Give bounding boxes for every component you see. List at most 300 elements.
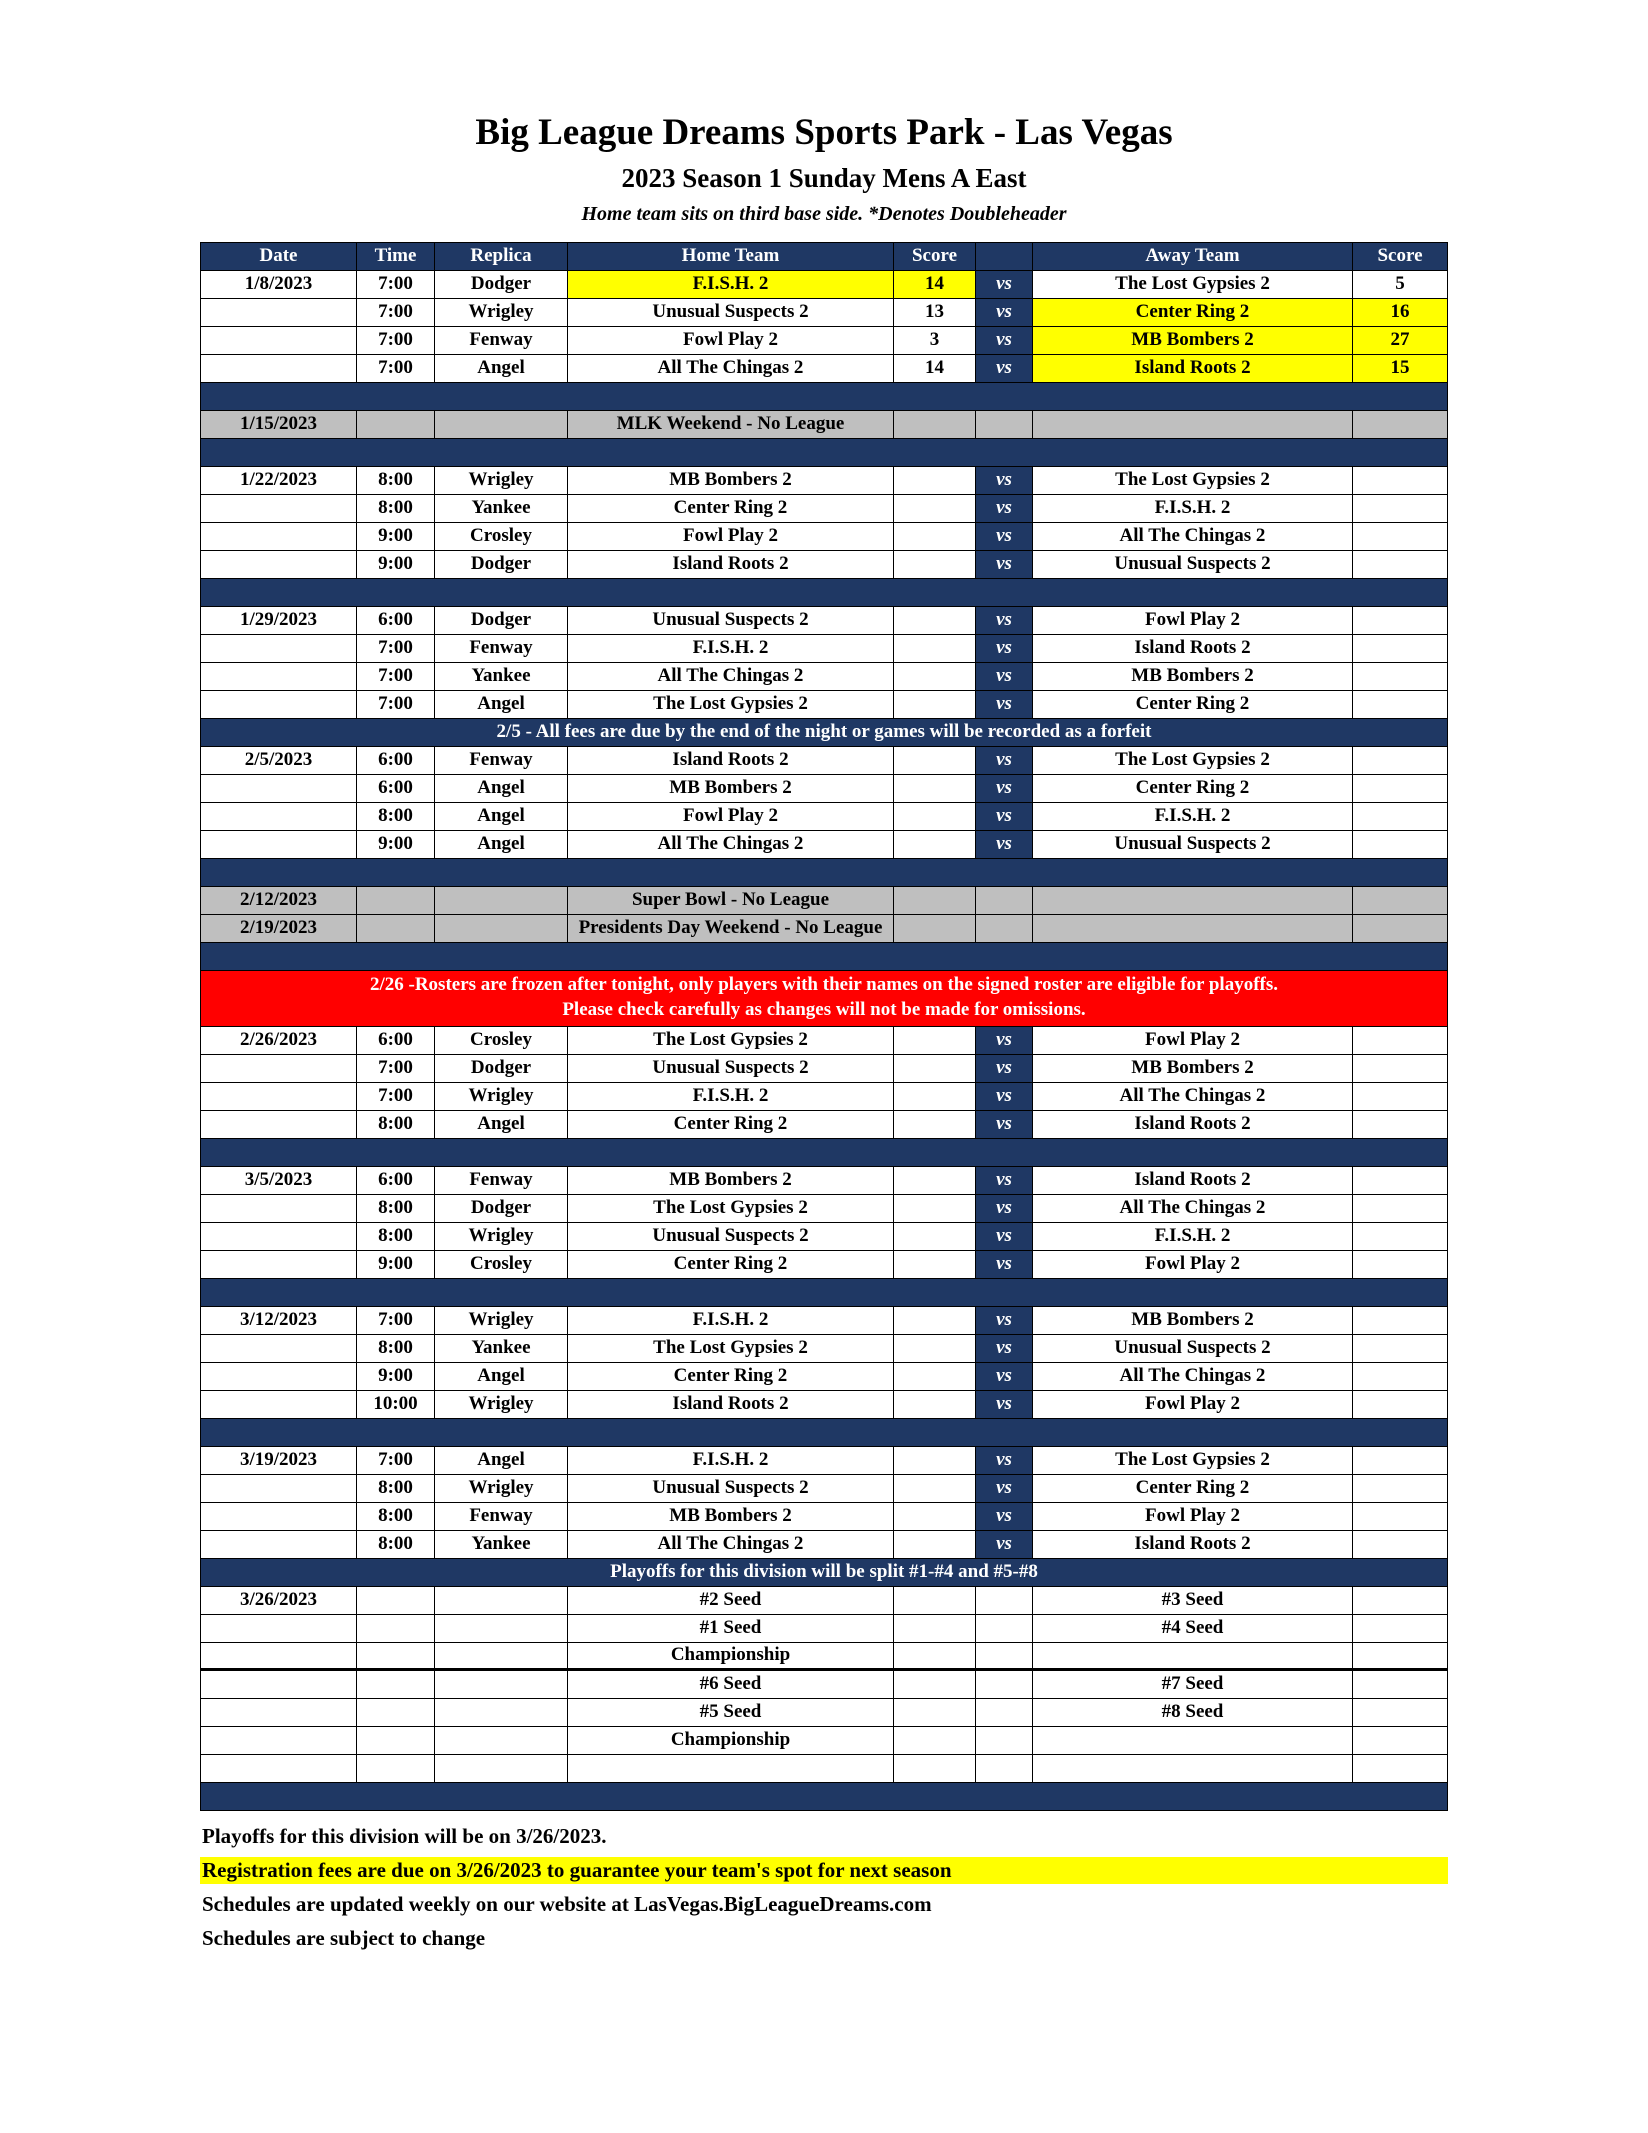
separator-row bbox=[201, 439, 1448, 467]
vs-cell bbox=[976, 1615, 1033, 1643]
away-score-cell bbox=[1353, 1363, 1448, 1391]
time-cell: 6:00 bbox=[357, 747, 435, 775]
date-cell bbox=[201, 803, 357, 831]
replica-cell: Crosley bbox=[435, 523, 568, 551]
away-score-cell bbox=[1353, 1027, 1448, 1055]
replica-cell: Dodger bbox=[435, 551, 568, 579]
vs-cell: vs bbox=[976, 607, 1033, 635]
away-score-cell bbox=[1353, 1699, 1448, 1727]
home-score-cell bbox=[894, 551, 976, 579]
vs-cell: vs bbox=[976, 1111, 1033, 1139]
away-team-cell bbox=[1033, 1727, 1353, 1755]
time-cell: 8:00 bbox=[357, 1111, 435, 1139]
replica-cell: Dodger bbox=[435, 271, 568, 299]
game-row bbox=[201, 1027, 1448, 1055]
home-score-cell bbox=[894, 747, 976, 775]
replica-cell: Yankee bbox=[435, 495, 568, 523]
time-cell: 8:00 bbox=[357, 495, 435, 523]
replica-cell: Yankee bbox=[435, 1335, 568, 1363]
time-cell bbox=[357, 1587, 435, 1615]
replica-cell bbox=[435, 1727, 568, 1755]
replica-cell: Wrigley bbox=[435, 1223, 568, 1251]
vs-cell bbox=[976, 1671, 1033, 1699]
date-cell bbox=[201, 1755, 357, 1783]
game-row bbox=[201, 1167, 1448, 1195]
away-score-cell bbox=[1353, 915, 1448, 943]
away-team-cell: F.I.S.H. 2 bbox=[1033, 1223, 1353, 1251]
home-team-cell: #5 Seed bbox=[568, 1699, 894, 1727]
away-score-cell bbox=[1353, 1223, 1448, 1251]
replica-cell: Angel bbox=[435, 355, 568, 383]
away-team-cell: The Lost Gypsies 2 bbox=[1033, 1447, 1353, 1475]
home-score-cell bbox=[894, 1531, 976, 1559]
vs-cell: vs bbox=[976, 271, 1033, 299]
time-cell: 8:00 bbox=[357, 1195, 435, 1223]
away-score-cell bbox=[1353, 1335, 1448, 1363]
separator-row bbox=[201, 1419, 1448, 1447]
game-row bbox=[201, 271, 1448, 299]
game-row bbox=[201, 523, 1448, 551]
home-score-cell bbox=[894, 1251, 976, 1279]
away-team-cell: Fowl Play 2 bbox=[1033, 1251, 1353, 1279]
time-cell: 7:00 bbox=[357, 299, 435, 327]
date-cell bbox=[201, 691, 357, 719]
home-team-cell: The Lost Gypsies 2 bbox=[568, 1027, 894, 1055]
replica-cell bbox=[435, 1699, 568, 1727]
vs-cell: vs bbox=[976, 775, 1033, 803]
event-row bbox=[201, 887, 1448, 915]
home-team-cell: Island Roots 2 bbox=[568, 551, 894, 579]
time-cell: 10:00 bbox=[357, 1391, 435, 1419]
away-score-cell bbox=[1353, 1391, 1448, 1419]
vs-cell: vs bbox=[976, 523, 1033, 551]
date-cell: 2/19/2023 bbox=[201, 915, 357, 943]
away-team-cell bbox=[1033, 887, 1353, 915]
home-score-cell bbox=[894, 1391, 976, 1419]
replica-cell: Yankee bbox=[435, 1531, 568, 1559]
schedule-rows bbox=[201, 271, 1448, 1811]
game-row bbox=[201, 691, 1448, 719]
alert-line: Please check carefully as changes will not be made for omissions. bbox=[562, 999, 1086, 1021]
separator-row bbox=[201, 943, 1448, 971]
footer-registration-notice: Registration fees are due on 3/26/2023 to guarantee your team's spot for next season bbox=[200, 1857, 1448, 1884]
event-row bbox=[201, 411, 1448, 439]
away-team-cell: Fowl Play 2 bbox=[1033, 1027, 1353, 1055]
playoff-row bbox=[201, 1671, 1448, 1699]
home-team-cell: #2 Seed bbox=[568, 1587, 894, 1615]
separator-bar bbox=[201, 1783, 1448, 1811]
game-row bbox=[201, 1363, 1448, 1391]
away-score-cell bbox=[1353, 1251, 1448, 1279]
separator-bar bbox=[201, 943, 1448, 971]
vs-cell: vs bbox=[976, 1531, 1033, 1559]
home-score-cell bbox=[894, 1475, 976, 1503]
separator-row bbox=[201, 1279, 1448, 1307]
game-row bbox=[201, 355, 1448, 383]
vs-cell: vs bbox=[976, 1223, 1033, 1251]
away-team-cell: Center Ring 2 bbox=[1033, 299, 1353, 327]
away-score-cell bbox=[1353, 635, 1448, 663]
date-cell bbox=[201, 523, 357, 551]
vs-cell: vs bbox=[976, 1027, 1033, 1055]
header-home-team: Home Team bbox=[568, 243, 894, 271]
home-team-cell: F.I.S.H. 2 bbox=[568, 1307, 894, 1335]
away-team-cell: All The Chingas 2 bbox=[1033, 1195, 1353, 1223]
replica-cell: Angel bbox=[435, 1447, 568, 1475]
away-score-cell bbox=[1353, 551, 1448, 579]
home-team-cell: Championship bbox=[568, 1727, 894, 1755]
time-cell: 8:00 bbox=[357, 1531, 435, 1559]
date-cell bbox=[201, 1643, 357, 1671]
away-team-cell bbox=[1033, 411, 1353, 439]
away-team-cell: MB Bombers 2 bbox=[1033, 663, 1353, 691]
game-row bbox=[201, 831, 1448, 859]
time-cell bbox=[357, 915, 435, 943]
home-score-cell bbox=[894, 1335, 976, 1363]
away-team-cell: The Lost Gypsies 2 bbox=[1033, 271, 1353, 299]
away-score-cell bbox=[1353, 1755, 1448, 1783]
home-score-cell bbox=[894, 607, 976, 635]
home-score-cell bbox=[894, 1167, 976, 1195]
away-team-cell: #8 Seed bbox=[1033, 1699, 1353, 1727]
date-cell bbox=[201, 1391, 357, 1419]
home-team-cell: Center Ring 2 bbox=[568, 1111, 894, 1139]
replica-cell: Wrigley bbox=[435, 1307, 568, 1335]
time-cell bbox=[357, 1727, 435, 1755]
time-cell: 9:00 bbox=[357, 551, 435, 579]
away-team-cell: Island Roots 2 bbox=[1033, 635, 1353, 663]
vs-cell: vs bbox=[976, 467, 1033, 495]
away-team-cell: Unusual Suspects 2 bbox=[1033, 831, 1353, 859]
schedule-table bbox=[200, 242, 1448, 1811]
separator-row bbox=[201, 383, 1448, 411]
home-team-cell: MB Bombers 2 bbox=[568, 775, 894, 803]
time-cell bbox=[357, 1671, 435, 1699]
home-team-cell: Fowl Play 2 bbox=[568, 523, 894, 551]
date-cell bbox=[201, 1251, 357, 1279]
away-score-cell bbox=[1353, 523, 1448, 551]
replica-cell: Fenway bbox=[435, 1167, 568, 1195]
time-cell: 7:00 bbox=[357, 271, 435, 299]
home-score-cell bbox=[894, 887, 976, 915]
home-team-cell: Unusual Suspects 2 bbox=[568, 607, 894, 635]
separator-bar bbox=[201, 859, 1448, 887]
away-score-cell bbox=[1353, 1503, 1448, 1531]
vs-cell: vs bbox=[976, 691, 1033, 719]
replica-cell: Fenway bbox=[435, 635, 568, 663]
home-score-cell: 14 bbox=[894, 355, 976, 383]
time-cell bbox=[357, 887, 435, 915]
alert-line: 2/26 -Rosters are frozen after tonight, only players with their names on the signed roster are eligible for playoffs. bbox=[369, 974, 1279, 996]
away-team-cell: The Lost Gypsies 2 bbox=[1033, 467, 1353, 495]
away-team-cell: Island Roots 2 bbox=[1033, 1167, 1353, 1195]
game-row bbox=[201, 1223, 1448, 1251]
home-score-cell bbox=[894, 1307, 976, 1335]
time-cell: 8:00 bbox=[357, 467, 435, 495]
home-team-cell: Center Ring 2 bbox=[568, 495, 894, 523]
home-team-cell: Island Roots 2 bbox=[568, 747, 894, 775]
away-score-cell: 27 bbox=[1353, 327, 1448, 355]
away-score-cell: 16 bbox=[1353, 299, 1448, 327]
date-cell bbox=[201, 831, 357, 859]
vs-cell: vs bbox=[976, 1391, 1033, 1419]
away-score-cell bbox=[1353, 1111, 1448, 1139]
away-score-cell bbox=[1353, 1307, 1448, 1335]
home-score-cell bbox=[894, 1447, 976, 1475]
replica-cell: Wrigley bbox=[435, 1475, 568, 1503]
away-team-cell: F.I.S.H. 2 bbox=[1033, 803, 1353, 831]
away-team-cell: Island Roots 2 bbox=[1033, 1531, 1353, 1559]
date-cell: 1/8/2023 bbox=[201, 271, 357, 299]
home-score-cell bbox=[894, 1027, 976, 1055]
date-cell bbox=[201, 1055, 357, 1083]
replica-cell bbox=[435, 411, 568, 439]
vs-cell: vs bbox=[976, 831, 1033, 859]
time-cell: 6:00 bbox=[357, 1167, 435, 1195]
date-cell bbox=[201, 775, 357, 803]
time-cell: 7:00 bbox=[357, 1447, 435, 1475]
away-score-cell bbox=[1353, 1083, 1448, 1111]
away-team-cell: Center Ring 2 bbox=[1033, 775, 1353, 803]
time-cell bbox=[357, 1643, 435, 1671]
home-score-cell bbox=[894, 803, 976, 831]
separator-row bbox=[201, 1783, 1448, 1811]
game-row bbox=[201, 1335, 1448, 1363]
page-title: Big League Dreams Sports Park - Las Vegas bbox=[475, 112, 1173, 153]
time-cell: 7:00 bbox=[357, 355, 435, 383]
header-away-score: Score bbox=[1353, 243, 1448, 271]
date-cell bbox=[201, 551, 357, 579]
date-cell bbox=[201, 1363, 357, 1391]
game-row bbox=[201, 1083, 1448, 1111]
header-home-score: Score bbox=[894, 243, 976, 271]
game-row bbox=[201, 467, 1448, 495]
vs-cell: vs bbox=[976, 1335, 1033, 1363]
date-cell: 3/12/2023 bbox=[201, 1307, 357, 1335]
away-score-cell bbox=[1353, 691, 1448, 719]
home-team-cell: All The Chingas 2 bbox=[568, 831, 894, 859]
date-cell bbox=[201, 1195, 357, 1223]
vs-cell: vs bbox=[976, 1363, 1033, 1391]
separator-bar bbox=[201, 1279, 1448, 1307]
replica-cell: Yankee bbox=[435, 663, 568, 691]
vs-cell bbox=[976, 1755, 1033, 1783]
game-row bbox=[201, 1055, 1448, 1083]
separator-bar bbox=[201, 579, 1448, 607]
playoff-row bbox=[201, 1643, 1448, 1671]
home-team-cell: The Lost Gypsies 2 bbox=[568, 1195, 894, 1223]
replica-cell: Crosley bbox=[435, 1251, 568, 1279]
date-cell: 3/26/2023 bbox=[201, 1587, 357, 1615]
home-score-cell bbox=[894, 635, 976, 663]
game-row bbox=[201, 1475, 1448, 1503]
away-team-cell: F.I.S.H. 2 bbox=[1033, 495, 1353, 523]
date-cell bbox=[201, 495, 357, 523]
replica-cell bbox=[435, 1615, 568, 1643]
home-team-cell: F.I.S.H. 2 bbox=[568, 271, 894, 299]
away-score-cell: 5 bbox=[1353, 271, 1448, 299]
game-row bbox=[201, 1195, 1448, 1223]
vs-cell: vs bbox=[976, 1251, 1033, 1279]
time-cell: 7:00 bbox=[357, 691, 435, 719]
replica-cell: Angel bbox=[435, 1111, 568, 1139]
header-time: Time bbox=[357, 243, 435, 271]
away-team-cell: MB Bombers 2 bbox=[1033, 1307, 1353, 1335]
away-score-cell bbox=[1353, 887, 1448, 915]
date-cell: 3/19/2023 bbox=[201, 1447, 357, 1475]
date-cell bbox=[201, 1615, 357, 1643]
home-team-cell: #6 Seed bbox=[568, 1671, 894, 1699]
home-team-cell: Presidents Day Weekend - No League bbox=[568, 915, 894, 943]
away-team-cell: Fowl Play 2 bbox=[1033, 1503, 1353, 1531]
home-team-cell: Center Ring 2 bbox=[568, 1363, 894, 1391]
replica-cell bbox=[435, 1755, 568, 1783]
date-cell bbox=[201, 1475, 357, 1503]
game-row bbox=[201, 607, 1448, 635]
away-score-cell bbox=[1353, 663, 1448, 691]
vs-cell: vs bbox=[976, 635, 1033, 663]
away-team-cell: MB Bombers 2 bbox=[1033, 1055, 1353, 1083]
replica-cell: Dodger bbox=[435, 1055, 568, 1083]
home-team-cell: Fowl Play 2 bbox=[568, 327, 894, 355]
away-team-cell: #4 Seed bbox=[1033, 1615, 1353, 1643]
home-team-cell: F.I.S.H. 2 bbox=[568, 635, 894, 663]
playoff-row bbox=[201, 1755, 1448, 1783]
time-cell: 7:00 bbox=[357, 663, 435, 691]
away-score-cell bbox=[1353, 1727, 1448, 1755]
replica-cell bbox=[435, 1643, 568, 1671]
vs-cell: vs bbox=[976, 1055, 1033, 1083]
time-cell: 9:00 bbox=[357, 1363, 435, 1391]
away-team-cell: Unusual Suspects 2 bbox=[1033, 1335, 1353, 1363]
away-score-cell bbox=[1353, 1475, 1448, 1503]
away-score-cell bbox=[1353, 747, 1448, 775]
home-team-cell: Unusual Suspects 2 bbox=[568, 1475, 894, 1503]
home-team-cell: Super Bowl - No League bbox=[568, 887, 894, 915]
home-score-cell bbox=[894, 915, 976, 943]
home-team-cell: Island Roots 2 bbox=[568, 1391, 894, 1419]
time-cell: 9:00 bbox=[357, 523, 435, 551]
home-score-cell: 14 bbox=[894, 271, 976, 299]
away-team-cell: Center Ring 2 bbox=[1033, 1475, 1353, 1503]
home-team-cell: Fowl Play 2 bbox=[568, 803, 894, 831]
home-team-cell: MB Bombers 2 bbox=[568, 1503, 894, 1531]
table-header-row bbox=[201, 243, 1448, 271]
footer bbox=[200, 1823, 1448, 1953]
home-score-cell bbox=[894, 495, 976, 523]
home-score-cell bbox=[894, 1111, 976, 1139]
date-cell: 2/26/2023 bbox=[201, 1027, 357, 1055]
footer-website-notice: Schedules are updated weekly on our website at LasVegas.BigLeagueDreams.com bbox=[202, 1892, 932, 1917]
home-team-cell: F.I.S.H. 2 bbox=[568, 1447, 894, 1475]
game-row bbox=[201, 663, 1448, 691]
away-score-cell bbox=[1353, 411, 1448, 439]
home-team-cell: Unusual Suspects 2 bbox=[568, 1055, 894, 1083]
replica-cell: Dodger bbox=[435, 607, 568, 635]
replica-cell: Dodger bbox=[435, 1195, 568, 1223]
playoff-row bbox=[201, 1727, 1448, 1755]
vs-cell bbox=[976, 887, 1033, 915]
vs-cell: vs bbox=[976, 663, 1033, 691]
replica-cell bbox=[435, 915, 568, 943]
note-text: 2/5 - All fees are due by the end of the night or games will be recorded as a forfeit bbox=[201, 719, 1448, 747]
date-cell bbox=[201, 1223, 357, 1251]
date-cell bbox=[201, 663, 357, 691]
away-team-cell: Island Roots 2 bbox=[1033, 355, 1353, 383]
season-subtitle: 2023 Season 1 Sunday Mens A East bbox=[621, 162, 1027, 193]
away-score-cell bbox=[1353, 1055, 1448, 1083]
home-team-cell: F.I.S.H. 2 bbox=[568, 1083, 894, 1111]
date-cell bbox=[201, 1503, 357, 1531]
time-cell: 7:00 bbox=[357, 327, 435, 355]
time-cell: 6:00 bbox=[357, 1027, 435, 1055]
replica-cell: Angel bbox=[435, 831, 568, 859]
home-score-cell: 3 bbox=[894, 327, 976, 355]
event-row bbox=[201, 915, 1448, 943]
game-row bbox=[201, 1531, 1448, 1559]
vs-cell: vs bbox=[976, 1083, 1033, 1111]
home-team-note: Home team sits on third base side. *Denotes Doubleheader bbox=[581, 202, 1067, 225]
date-cell: 2/5/2023 bbox=[201, 747, 357, 775]
vs-cell: vs bbox=[976, 747, 1033, 775]
header-date: Date bbox=[201, 243, 357, 271]
away-score-cell bbox=[1353, 1195, 1448, 1223]
vs-cell: vs bbox=[976, 495, 1033, 523]
note-row bbox=[201, 719, 1448, 747]
replica-cell: Fenway bbox=[435, 747, 568, 775]
date-cell: 3/5/2023 bbox=[201, 1167, 357, 1195]
time-cell: 8:00 bbox=[357, 803, 435, 831]
home-team-cell: All The Chingas 2 bbox=[568, 355, 894, 383]
home-team-cell: All The Chingas 2 bbox=[568, 1531, 894, 1559]
home-score-cell bbox=[894, 831, 976, 859]
away-team-cell: Unusual Suspects 2 bbox=[1033, 551, 1353, 579]
home-score-cell bbox=[894, 1363, 976, 1391]
note-row bbox=[201, 1559, 1448, 1587]
replica-cell: Fenway bbox=[435, 1503, 568, 1531]
vs-cell bbox=[976, 1699, 1033, 1727]
home-score-cell bbox=[894, 1643, 976, 1671]
vs-cell bbox=[976, 915, 1033, 943]
date-cell bbox=[201, 299, 357, 327]
game-row bbox=[201, 551, 1448, 579]
replica-cell: Angel bbox=[435, 775, 568, 803]
game-row bbox=[201, 327, 1448, 355]
replica-cell: Wrigley bbox=[435, 1391, 568, 1419]
separator-row bbox=[201, 579, 1448, 607]
separator-bar bbox=[201, 1419, 1448, 1447]
home-score-cell bbox=[894, 663, 976, 691]
home-team-cell: #1 Seed bbox=[568, 1615, 894, 1643]
alert-row bbox=[201, 971, 1448, 1027]
away-score-cell bbox=[1353, 467, 1448, 495]
away-team-cell bbox=[1033, 1643, 1353, 1671]
away-score-cell bbox=[1353, 1447, 1448, 1475]
home-team-cell: Championship bbox=[568, 1643, 894, 1671]
replica-cell bbox=[435, 1587, 568, 1615]
playoff-row bbox=[201, 1587, 1448, 1615]
time-cell: 6:00 bbox=[357, 775, 435, 803]
home-score-cell bbox=[894, 411, 976, 439]
date-cell: 1/15/2023 bbox=[201, 411, 357, 439]
away-team-cell bbox=[1033, 1755, 1353, 1783]
home-score-cell bbox=[894, 523, 976, 551]
home-score-cell bbox=[894, 1223, 976, 1251]
vs-cell bbox=[976, 1643, 1033, 1671]
date-cell: 2/12/2023 bbox=[201, 887, 357, 915]
away-team-cell: Island Roots 2 bbox=[1033, 1111, 1353, 1139]
date-cell bbox=[201, 1531, 357, 1559]
